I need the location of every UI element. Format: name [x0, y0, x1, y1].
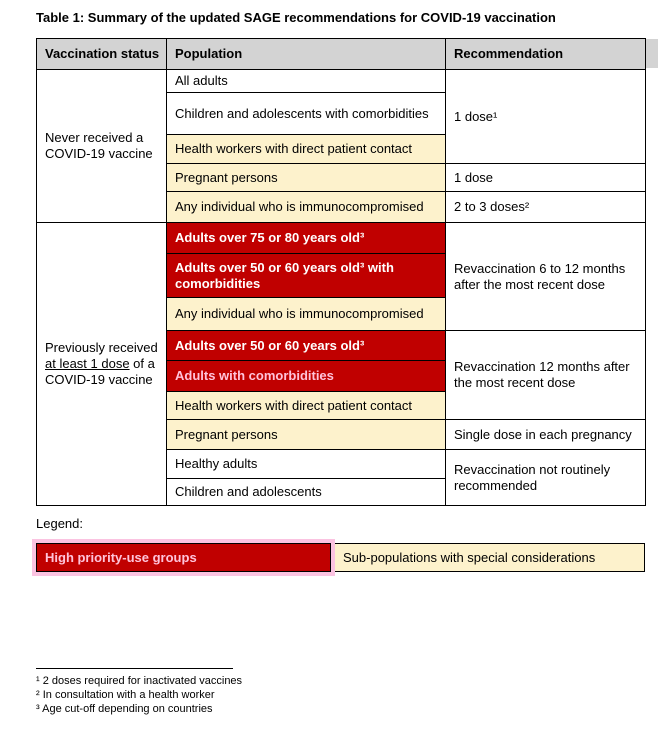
legend-special-considerations-cell: Sub-populations with special considerations	[331, 543, 645, 572]
population-cell-adults-50-60: Adults over 50 or 60 years old³	[167, 331, 446, 361]
recommendation-cell-single-pregnancy: Single dose in each pregnancy	[446, 420, 646, 450]
footnote-3: ³ Age cut-off depending on countries	[36, 703, 213, 715]
table-title: Table 1: Summary of the updated SAGE recommendations for COVID-19 vaccination	[36, 10, 556, 25]
population-cell-pregnant-persons: Pregnant persons	[167, 420, 446, 450]
population-cell-immunocompromised: Any individual who is immunocompromised	[167, 192, 446, 223]
recommendation-cell-revacc-12: Revaccination 12 months after the most recent dose	[446, 331, 646, 420]
header-row	[37, 39, 646, 70]
header-edge-sliver	[646, 39, 658, 68]
legend-high-priority-cell[interactable]: High priority-use groups	[36, 543, 331, 572]
footnote-separator	[36, 668, 233, 669]
table-row	[37, 223, 646, 254]
legend-label: Legend:	[36, 516, 83, 531]
population-cell-adults-50-60-comorbidities: Adults over 50 or 60 years old³ with comorbidities	[167, 254, 446, 298]
sage-recommendations-table	[36, 38, 646, 506]
population-cell-immunocompromised: Any individual who is immunocompromised	[167, 298, 446, 331]
column-header-population: Population	[167, 39, 446, 70]
population-cell-pregnant-persons: Pregnant persons	[167, 164, 446, 192]
status-cell-never-received: Never received a COVID-19 vaccine	[37, 70, 167, 223]
legend-bar	[36, 543, 645, 572]
status-prev-text-post: of a COVID-19 vaccine	[45, 356, 155, 387]
status-cell-previously-received	[37, 223, 167, 506]
population-cell-children-comorbidities: Children and adolescents with comorbidities	[167, 93, 446, 135]
recommendation-cell-revacc-6-12: Revaccination 6 to 12 months after the most recent dose	[446, 223, 646, 331]
population-cell-children-adolescents: Children and adolescents	[167, 479, 446, 506]
recommendation-cell-one-dose-fn: 1 dose¹	[446, 70, 646, 164]
recommendation-cell-one-dose: 1 dose	[446, 164, 646, 192]
population-cell-health-workers: Health workers with direct patient contact	[167, 392, 446, 420]
status-prev-text-pre: Previously received	[45, 340, 158, 355]
population-cell-all-adults: All adults	[167, 70, 446, 93]
recommendation-cell-two-three-doses: 2 to 3 doses²	[446, 192, 646, 223]
population-cell-healthy-adults: Healthy adults	[167, 450, 446, 479]
status-prev-text-underlined: at least 1 dose	[45, 356, 130, 371]
column-header-recommendation: Recommendation	[446, 39, 646, 70]
column-header-vaccination-status: Vaccination status	[37, 39, 167, 70]
footnotes	[36, 674, 242, 716]
footnote-1: ¹ 2 doses required for inactivated vaccines	[36, 675, 243, 687]
recommendation-cell-not-routine: Revaccination not routinely recommended	[446, 450, 646, 506]
population-cell-health-workers: Health workers with direct patient contact	[167, 135, 446, 164]
footnote-2: ² In consultation with a health worker	[36, 689, 215, 701]
table-row	[37, 70, 646, 93]
population-cell-adults-with-comorbidities[interactable]: Adults with comorbidities	[167, 361, 446, 392]
population-cell-adults-75-80: Adults over 75 or 80 years old³	[167, 223, 446, 254]
